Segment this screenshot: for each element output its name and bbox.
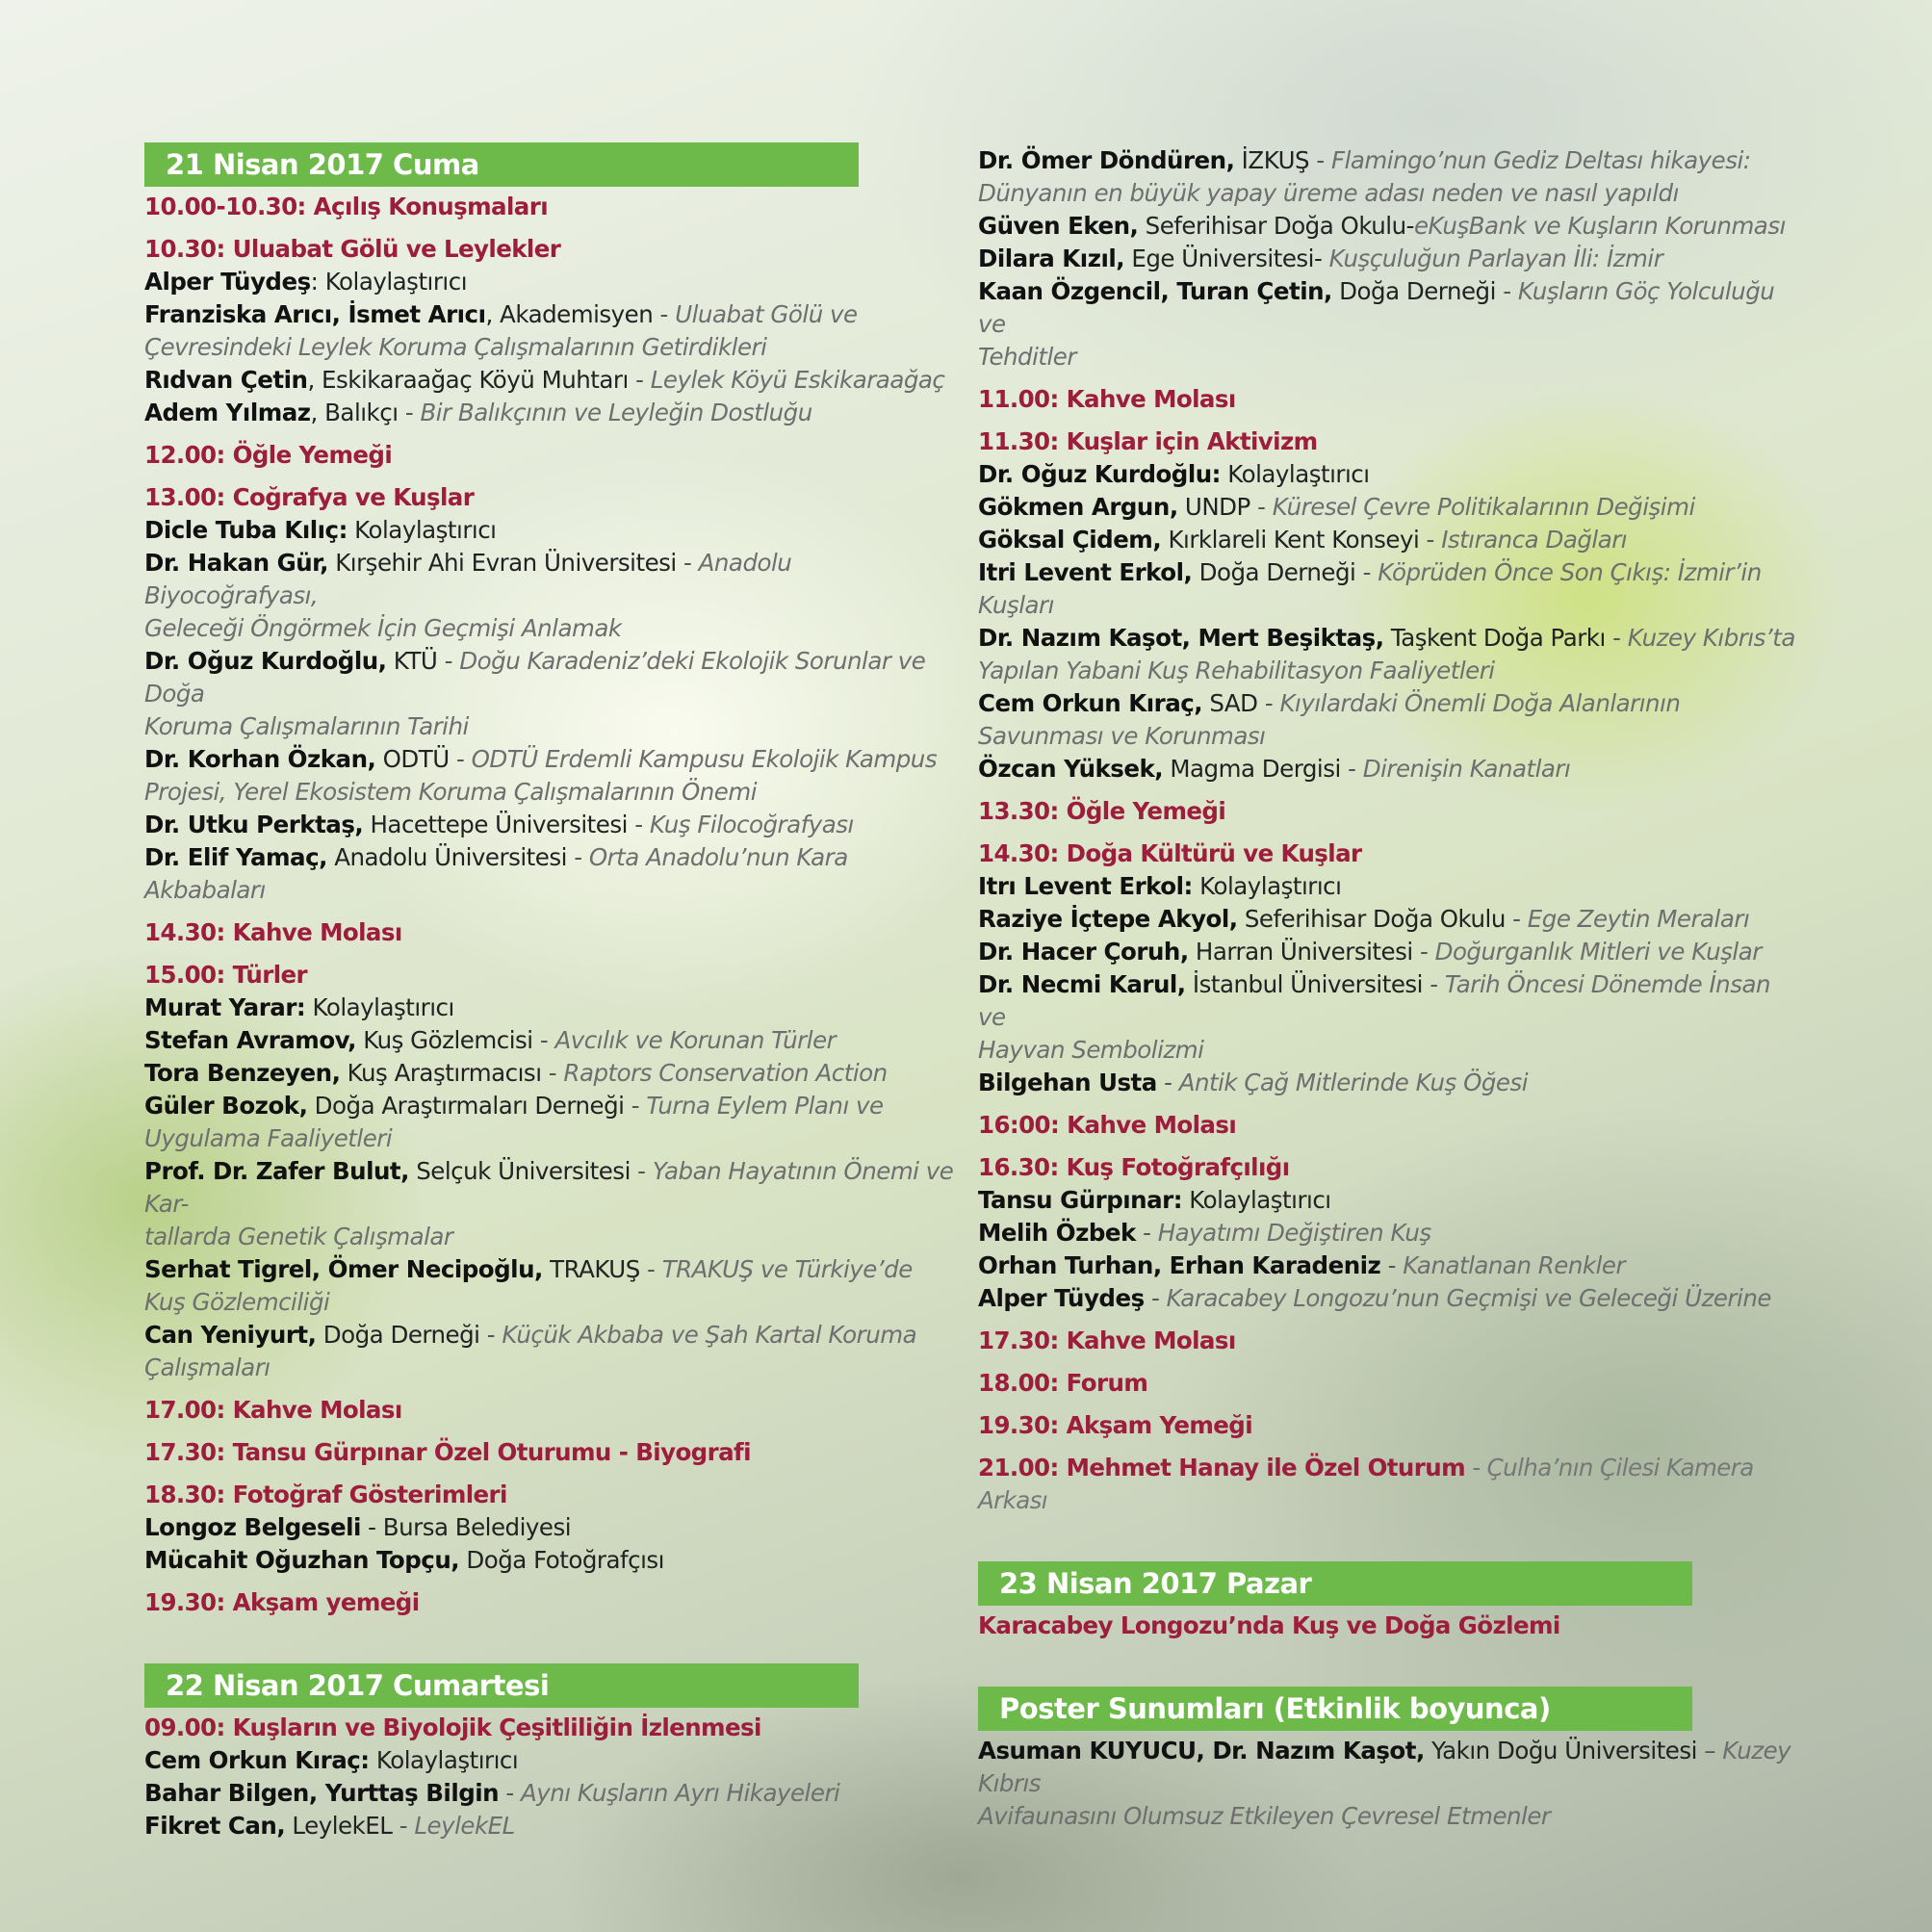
speaker-affiliation: UNDP (1177, 493, 1250, 521)
section-title (978, 1109, 1796, 1142)
program-section (144, 1586, 963, 1619)
talk-title: Uygulama Faaliyetleri (144, 1124, 393, 1152)
speaker-name: Dr. Necmi Karul, (978, 970, 1186, 998)
speaker-line (144, 645, 963, 710)
program-section (978, 837, 1796, 1099)
speaker-name: Itrı Levent Erkol: (978, 872, 1193, 900)
speaker-affiliation: Taşkent Doğa Parkı (1383, 624, 1606, 652)
separator: - (1249, 493, 1273, 521)
speaker-line (978, 275, 1796, 341)
talk-title: Dünyanın en büyük yapay üreme adası neden ve nasıl yapıldı (978, 179, 1679, 207)
speaker-line (978, 556, 1796, 589)
program-section (978, 795, 1796, 828)
talk-title: Yapılan Yabani Kuş Rehabilitasyon Faaliyetleri (978, 657, 1495, 684)
speaker-name: Dr. Hacer Çoruh, (978, 938, 1189, 966)
section-title-text: 14.30: Doğa Kültürü ve Kuşlar (978, 839, 1362, 867)
speaker-name: Dicle Tuba Kılıç: (144, 516, 348, 544)
program-section (978, 383, 1796, 416)
talk-title: Kuşların Göç Yolculuğu ve (978, 277, 1775, 338)
speaker-affiliation: : Kolaylaştırıcı (310, 268, 468, 296)
speaker-name: Serhat Tigrel, Ömer Necipoğlu, (144, 1255, 543, 1283)
separator: - (1419, 526, 1442, 554)
talk-title: Flamingo’nun Gediz Deltası hikayesi: (1331, 146, 1751, 174)
speaker-affiliation: SAD (1202, 689, 1258, 717)
separator: - (398, 399, 421, 426)
talk-title: Turna Eylem Planı ve (646, 1092, 884, 1120)
talk-title: Ege Zeytin Meraları (1527, 905, 1750, 933)
speaker-affiliation: Kolaylaştırıcı (1182, 1186, 1331, 1214)
separator: - (1422, 970, 1445, 998)
talk-title: Tehditler (978, 343, 1076, 371)
speaker-line (978, 1034, 1796, 1067)
section-title (144, 233, 963, 266)
speaker-name: Itri Levent Erkol, (978, 558, 1193, 586)
separator: - (1505, 905, 1528, 933)
talk-title: LeylekEL (414, 1812, 515, 1840)
talk-title: Avifaunasını Olumsuz Etkileyen Çevresel Etmenler (978, 1802, 1551, 1830)
speaker-affiliation: , Akademisyen (485, 300, 654, 328)
spacer (978, 1527, 1796, 1561)
speaker-line (144, 298, 963, 331)
speaker-name: Melih Özbek (978, 1219, 1136, 1247)
speaker-line (978, 524, 1796, 556)
speaker-name: Murat Yarar: (144, 993, 306, 1021)
talk-title: Karacabey Longozu’nun Geçmişi ve Geleceği Üzerine (1166, 1284, 1771, 1312)
day-header: 22 Nisan 2017 Cumartesi (144, 1663, 859, 1708)
talk-title: Tarih Öncesi Dönemde İnsan ve (978, 970, 1771, 1031)
speaker-name: Dr. Oğuz Kurdoğlu, (144, 647, 387, 675)
section-title-text: 11.00: Kahve Molası (978, 385, 1236, 413)
speaker-line (978, 903, 1796, 936)
talk-title: Küresel Çevre Politikalarının Değişimi (1272, 493, 1695, 521)
talk-title: Uluabat Gölü ve (675, 300, 858, 328)
section-title (144, 1479, 963, 1511)
speaker-affiliation: Doğa Derneği (1192, 558, 1356, 586)
speaker-line (978, 1184, 1796, 1217)
speaker-name: Dr. Elif Yamaç, (144, 843, 327, 871)
speaker-name: Özcan Yüksek, (978, 755, 1164, 783)
speaker-line (144, 1122, 963, 1155)
talk-title: Orta Anadolu’nun Kara Akbabaları (144, 843, 848, 904)
talk-title: Yaban Hayatının Önemi ve Kar- (144, 1157, 954, 1218)
separator: - (449, 745, 472, 773)
speaker-line (144, 841, 963, 907)
speaker-affiliation: Doğa Derneği (1331, 277, 1496, 305)
speaker-name: Can Yeniyurt, (144, 1321, 317, 1349)
speaker-line (978, 655, 1796, 687)
speaker-line (978, 1800, 1796, 1833)
speaker-name: Asuman KUYUCU, Dr. Nazım Kaşot, (978, 1737, 1425, 1765)
program-section (144, 1712, 963, 1842)
speaker-name: Dr. Oğuz Kurdoğlu: (978, 460, 1221, 488)
speaker-affiliation: , Eskikaraağaç Köyü Muhtarı (307, 366, 629, 394)
program-section (144, 1394, 963, 1427)
speaker-line (978, 1282, 1796, 1315)
speaker-affiliation: Seferihisar Doğa Okulu- (1138, 212, 1414, 240)
speaker-name: Tora Benzeyen, (144, 1059, 341, 1087)
section-title-suffix: - Çulha’nın Çilesi Kamera Arkası (978, 1454, 1754, 1514)
section-title (144, 191, 963, 223)
speaker-line (144, 331, 963, 364)
speaker-affiliation: LeylekEL (285, 1812, 393, 1840)
section-title-text: 14.30: Kahve Molası (144, 918, 402, 946)
speaker-line (978, 458, 1796, 491)
speaker-line (978, 968, 1796, 1034)
speaker-line (144, 612, 963, 645)
speaker-affiliation: Hacettepe Üniversitesi (363, 811, 628, 838)
program-section (978, 1610, 1796, 1642)
speaker-line (144, 1286, 963, 1319)
separator: - (566, 843, 589, 871)
speaker-affiliation: Selçuk Üniversitesi (408, 1157, 631, 1185)
program-section (978, 1151, 1796, 1315)
speaker-line (144, 710, 963, 743)
speaker-affiliation: Harran Üniversitesi (1188, 938, 1413, 966)
speaker-line (144, 809, 963, 841)
program-section (144, 1479, 963, 1577)
speaker-line (144, 1810, 963, 1842)
speaker-name: Orhan Turhan, Erhan Karadeniz (978, 1251, 1381, 1279)
speaker-line (978, 243, 1796, 275)
speaker-affiliation: Anadolu Üniversitesi (326, 843, 567, 871)
speaker-affiliation: Kolaylaştırıcı (347, 516, 497, 544)
separator: - (1355, 558, 1378, 586)
speaker-line (978, 210, 1796, 243)
speaker-name: Cem Orkun Kıraç: (144, 1746, 370, 1774)
section-title-text: 21.00: Mehmet Hanay ile Özel Oturum (978, 1454, 1466, 1481)
speaker-affiliation: Ege Üniversitesi- (1124, 245, 1323, 272)
section-title (144, 1712, 963, 1744)
speaker-name: Dr. Ömer Döndüren, (978, 146, 1235, 174)
speaker-affiliation: Yakın Doğu Üniversitesi (1424, 1737, 1697, 1765)
speaker-name: Kaan Özgencil, Turan Çetin, (978, 277, 1332, 305)
section-title (144, 481, 963, 514)
talk-title: Geleceği Öngörmek İçin Geçmişi Anlamak (144, 614, 622, 642)
speaker-line (978, 753, 1796, 786)
speaker-line (978, 1067, 1796, 1099)
speaker-line (144, 1221, 963, 1253)
talk-title: Kanatlanan Renkler (1403, 1251, 1626, 1279)
speaker-name: Göksal Çidem, (978, 526, 1162, 554)
speaker-affiliation: Doğa Fotoğrafçısı (459, 1546, 664, 1574)
program-section (978, 1409, 1796, 1442)
section-title (978, 837, 1796, 870)
speaker-line (144, 1057, 963, 1090)
separator: - (532, 1026, 555, 1054)
separator: - (653, 300, 676, 328)
section-title-text: 17.00: Kahve Molası (144, 1396, 402, 1424)
speaker-name: Güler Bozok, (144, 1092, 308, 1120)
speaker-line (144, 1024, 963, 1057)
talk-title: Çalışmaları (144, 1353, 270, 1381)
separator: - (1257, 689, 1280, 717)
talk-title: Kuş Filocoğrafyası (649, 811, 854, 838)
speaker-line (978, 144, 1796, 177)
section-title (144, 916, 963, 949)
section-title (978, 1610, 1796, 1642)
separator: - (630, 1157, 653, 1185)
talk-title: Köprüden Önce Son Çıkış: İzmir’in (1378, 558, 1762, 586)
speaker-affiliation: İZKUŞ (1234, 146, 1310, 174)
section-title-text: Karacabey Longozu’nda Kuş ve Doğa Gözlemi (978, 1611, 1560, 1639)
talk-title: Avcılık ve Korunan Türler (554, 1026, 837, 1054)
separator: - (499, 1779, 522, 1807)
talk-title: Koruma Çalışmalarının Tarihi (144, 712, 469, 740)
speaker-affiliation: Doğa Derneği (316, 1321, 480, 1349)
speaker-name: Mücahit Oğuzhan Topçu, (144, 1546, 460, 1574)
separator: - (639, 1255, 662, 1283)
section-title-text: 10.00-10.30: Açılış Konuşmaları (144, 193, 549, 220)
speaker-line (144, 1511, 963, 1544)
talk-title: eKuşBank ve Kuşların Korunması (1413, 212, 1786, 240)
speaker-line (978, 720, 1796, 753)
program-section (144, 233, 963, 429)
speaker-affiliation: Kolaylaştırıcı (305, 993, 454, 1021)
speaker-affiliation: , Balıkçı (310, 399, 399, 426)
separator: - (541, 1059, 564, 1087)
section-title-text: 12.00: Öğle Yemeği (144, 441, 393, 469)
speaker-line (978, 491, 1796, 524)
program-section (978, 1452, 1796, 1517)
section-title (144, 1436, 963, 1469)
section-title-text: 13.00: Coğrafya ve Kuşlar (144, 483, 475, 511)
section-title (144, 439, 963, 472)
talk-title: Küçük Akbaba ve Şah Kartal Koruma (502, 1321, 917, 1349)
talk-title: Leylek Köyü Eskikaraağaç (650, 366, 945, 394)
day-header: 21 Nisan 2017 Cuma (144, 142, 859, 187)
speaker-line (144, 1352, 963, 1384)
program-section (978, 144, 1796, 374)
separator: - (627, 811, 650, 838)
separator: - (1380, 1251, 1404, 1279)
speaker-affiliation: Kırşehir Ahi Evran Üniversitesi (327, 549, 677, 577)
speaker-name: Dr. Hakan Gür, (144, 549, 328, 577)
speaker-line (144, 1253, 963, 1286)
speaker-line (144, 743, 963, 776)
speaker-line (978, 622, 1796, 655)
speaker-line (144, 1744, 963, 1777)
section-title-text: 18.30: Fotoğraf Gösterimleri (144, 1481, 507, 1508)
speaker-affiliation: Kolaylaştırıcı (1220, 460, 1370, 488)
program-section (978, 1735, 1796, 1833)
section-title-text: 17.30: Tansu Gürpınar Özel Oturumu - Biyografi (144, 1438, 751, 1466)
talk-title: Kuzey Kıbrıs’ta (1627, 624, 1795, 652)
talk-title: Hayvan Sembolizmi (978, 1036, 1204, 1064)
talk-title: Doğu Karadeniz’deki Ekolojik Sorunlar ve Doğa (144, 647, 926, 708)
speaker-name: Tansu Gürpınar: (978, 1186, 1183, 1214)
speaker-affiliation: KTÜ (386, 647, 438, 675)
speaker-line (144, 514, 963, 547)
speaker-affiliation: Kuş Araştırmacısı (340, 1059, 542, 1087)
separator: - (1144, 1284, 1167, 1312)
speaker-line (144, 1155, 963, 1221)
separator: – (1696, 1737, 1723, 1765)
speaker-affiliation: Seferihisar Doğa Okulu (1237, 905, 1506, 933)
talk-title: Projesi, Yerel Ekosistem Koruma Çalışmalarının Önemi (144, 778, 758, 806)
talk-title: TRAKUŞ ve Türkiye’de (661, 1255, 913, 1283)
speaker-line (978, 1249, 1796, 1282)
section-title-text: 13.30: Öğle Yemeği (978, 797, 1226, 825)
speaker-line (978, 870, 1796, 903)
section-title (978, 795, 1796, 828)
speaker-line (978, 341, 1796, 374)
speaker-line (144, 547, 963, 612)
speaker-line (144, 992, 963, 1024)
speaker-name: Raziye İçtepe Akyol, (978, 905, 1238, 933)
separator: - (437, 647, 460, 675)
separator: - (676, 549, 699, 577)
spacer (144, 1629, 963, 1663)
speaker-line (144, 1777, 963, 1810)
talk-title: Savunması ve Korunması (978, 722, 1266, 750)
separator: - (1605, 624, 1628, 652)
section-title (978, 383, 1796, 416)
section-title (144, 1586, 963, 1619)
section-title-text: 19.30: Akşam yemeği (144, 1588, 420, 1616)
talk-title: Doğurganlık Mitleri ve Kuşlar (1434, 938, 1762, 966)
speaker-affiliation: Kırklareli Kent Konseyi (1161, 526, 1420, 554)
separator: - (628, 366, 651, 394)
section-title-text: 16:00: Kahve Molası (978, 1111, 1237, 1139)
separator: - (1156, 1069, 1179, 1096)
separator: - (1309, 146, 1332, 174)
speaker-affiliation: Kolaylaştırıcı (1192, 872, 1342, 900)
left-column (144, 142, 963, 1852)
speaker-line (144, 364, 963, 397)
program-section (978, 1367, 1796, 1400)
section-title (978, 1452, 1796, 1517)
speaker-name: Dr. Nazım Kaşot, Mert Beşiktaş, (978, 624, 1384, 652)
speaker-name: Alper Tüydeş (144, 268, 311, 296)
program-section (144, 916, 963, 949)
separator: - (624, 1092, 647, 1120)
talk-title: Raptors Conservation Action (563, 1059, 888, 1087)
speaker-name: Rıdvan Çetin (144, 366, 308, 394)
speaker-name: Alper Tüydeş (978, 1284, 1145, 1312)
speaker-line (978, 1217, 1796, 1249)
speaker-line (144, 1319, 963, 1352)
separator: - (479, 1321, 502, 1349)
section-title (978, 425, 1796, 458)
speaker-affiliation: Kuş Gözlemcisi (355, 1026, 533, 1054)
separator: - (1412, 938, 1435, 966)
speaker-affiliation: ODTÜ (375, 745, 450, 773)
speaker-line (144, 397, 963, 429)
speaker-line (978, 687, 1796, 720)
section-title (978, 1325, 1796, 1357)
section-title-text: 16.30: Kuş Fotoğrafçılığı (978, 1153, 1290, 1181)
program-section (144, 959, 963, 1384)
section-title (144, 1394, 963, 1427)
program-section (144, 191, 963, 223)
speaker-name: Fikret Can, (144, 1812, 286, 1840)
talk-title: Direnişin Kanatları (1362, 755, 1571, 783)
talk-title: ODTÜ Erdemli Kampusu Ekolojik Kampus (471, 745, 938, 773)
talk-title: Aynı Kuşların Ayrı Hikayeleri (521, 1779, 840, 1807)
talk-title: tallarda Genetik Çalışmalar (144, 1223, 453, 1250)
speaker-name: Franziska Arıcı, İsmet Arıcı (144, 300, 486, 328)
section-title-text: 10.30: Uluabat Gölü ve Leylekler (144, 235, 561, 263)
speaker-affiliation: TRAKUŞ (542, 1255, 640, 1283)
speaker-affiliation: Magma Dergisi (1163, 755, 1341, 783)
speaker-name: Prof. Dr. Zafer Bulut, (144, 1157, 409, 1185)
day-header: 23 Nisan 2017 Pazar (978, 1561, 1692, 1606)
separator: - (392, 1812, 415, 1840)
talk-title: Kuş Gözlemciliği (144, 1288, 330, 1316)
talk-title: Istıranca Dağları (1441, 526, 1628, 554)
section-title (978, 1367, 1796, 1400)
talk-title: Bir Balıkçının ve Leyleğin Dostluğu (420, 399, 812, 426)
speaker-name: Dr. Korhan Özkan, (144, 745, 376, 773)
spacer (978, 1652, 1796, 1687)
section-title-text: 15.00: Türler (144, 961, 308, 989)
speaker-affiliation: İstanbul Üniversitesi (1185, 970, 1423, 998)
program-section (144, 439, 963, 472)
speaker-affiliation: Doğa Araştırmaları Derneği (307, 1092, 625, 1120)
talk-title: Antik Çağ Mitlerinde Kuş Öğesi (1178, 1069, 1529, 1096)
speaker-line (978, 589, 1796, 622)
program-section (978, 1325, 1796, 1357)
talk-title: Kuzey Kıbrıs (978, 1737, 1791, 1797)
separator: - (1340, 755, 1363, 783)
speaker-line (978, 936, 1796, 968)
section-title (144, 959, 963, 992)
section-title (978, 1409, 1796, 1442)
section-title (978, 1151, 1796, 1184)
speaker-name: Stefan Avramov, (144, 1026, 356, 1054)
program-section (144, 481, 963, 907)
speaker-name: Güven Eken, (978, 212, 1139, 240)
speaker-name: Dilara Kızıl, (978, 245, 1125, 272)
program-section (144, 1436, 963, 1469)
speaker-affiliation: - Bursa Belediyesi (360, 1513, 572, 1541)
talk-title: Kuşçuluğun Parlayan İli: İzmir (1328, 245, 1663, 272)
program-section (978, 425, 1796, 786)
section-title-text: 18.00: Forum (978, 1369, 1148, 1397)
talk-title: Çevresindeki Leylek Koruma Çalışmalarının Getirdikleri (144, 333, 767, 361)
speaker-name: Bilgehan Usta (978, 1069, 1157, 1096)
speaker-line (978, 1735, 1796, 1800)
speaker-line (144, 776, 963, 809)
speaker-line (144, 1090, 963, 1122)
separator (1322, 245, 1328, 272)
program-section (978, 1109, 1796, 1142)
speaker-name: Cem Orkun Kıraç, (978, 689, 1203, 717)
separator: - (1135, 1219, 1158, 1247)
talk-title: Kuşları (978, 591, 1054, 619)
section-title-text: 17.30: Kahve Molası (978, 1327, 1236, 1354)
day-header: Poster Sunumları (Etkinlik boyunca) (978, 1687, 1692, 1731)
speaker-name: Gökmen Argun, (978, 493, 1178, 521)
talk-title: Hayatımı Değiştiren Kuş (1157, 1219, 1431, 1247)
speaker-name: Bahar Bilgen, Yurttaş Bilgin (144, 1779, 500, 1807)
talk-title: Kıyılardaki Önemli Doğa Alanlarının (1279, 689, 1681, 717)
speaker-line (144, 266, 963, 298)
speaker-affiliation: Kolaylaştırıcı (369, 1746, 519, 1774)
talk-title: Anadolu Biyocoğrafyası, (144, 549, 792, 609)
separator: - (1495, 277, 1518, 305)
speaker-name: Adem Yılmaz (144, 399, 311, 426)
section-title-text: 11.30: Kuşlar için Aktivizm (978, 427, 1318, 455)
speaker-line (978, 177, 1796, 210)
speaker-line (144, 1544, 963, 1577)
section-title-text: 19.30: Akşam Yemeği (978, 1411, 1253, 1439)
speaker-name: Longoz Belgeseli (144, 1513, 361, 1541)
right-column (978, 144, 1796, 1842)
speaker-name: Dr. Utku Perktaş, (144, 811, 364, 838)
section-title-text: 09.00: Kuşların ve Biyolojik Çeşitliliğin İzlenmesi (144, 1713, 761, 1741)
